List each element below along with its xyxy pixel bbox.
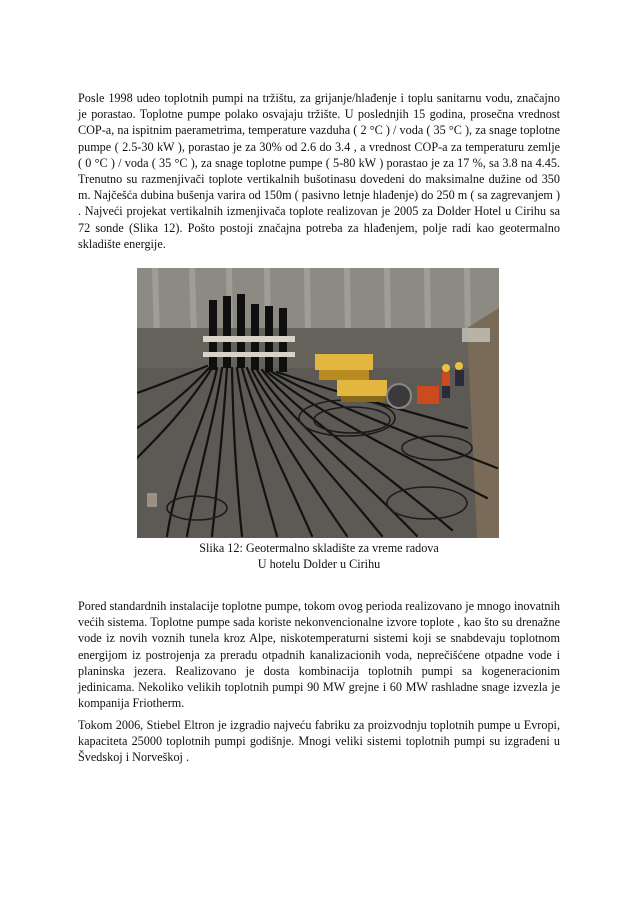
paragraph-intro: Posle 1998 udeo toplotnih pumpi na tržištu, za grijanje/hlađenje i toplu sanitarnu vodu, značajno je porastao. Toplotne pumpe polako osvajaju tržište. U poslednjih 15 godina, prosečna vrednost COP-a, na ispitnim paerametrima, temperature vazduha ( 2 °C ) / voda ( 35 °C ), za snage toplotne pumpe ( 2.5-30 kW ), porastao je za 30% od 2.6 do 3.4 , a vrednost COP-a za temperaturu zemlje ( 0 °C ) / voda ( 35 °C ), za snage toplotne pumpe ( 5-80 kW ) porastao je za 17 %, sa 3.8 na 4.45. Trenutno su razmenjivači toplote vertikalnih bušotinasu dovedeni do maksimalne dužine od 350 m. Najčešća dubina bušenja varira od 150m ( pasivno letnje hlađenje) do 250 m ( sa zagrevanjem ) . Najveći projekat vertikalnih izmenjivača toplote realizovan je 2005 za Dolder Hotel u Cirihu sa 72 sonde (Slika 12). Pošto postoji značajna potreba za hlađenjem, polje radi kao geotermalno skladište energije. [78, 91, 560, 251]
paragraph-innovative-systems: Pored standardnih instalacije toplotne pumpe, tokom ovog perioda realizovano je mnogo inovatnih većih sistema. Toplotne pumpe sada koriste nekonvencionalne izvore toplote , kao što su drenažne vode iz novih voznih tunela kroz Alpe, niskotemperaturni sistemi koji se snabdevaju toplotnom energijom iz postrojenja za preradu otpadnih kanalizacionih voda, neprečišćene otpadne vode i planinska jezera. Realizovano je dosta kombinacija toplotnih pumpi sa kogeneracionim jedinicama. Nekoliko velikih toplotnih pumpi 90 MW grejne i 60 MW rashladne snage izvezla je kompanija Friotherm. [78, 599, 560, 711]
paragraph-stiebel-eltron: Tokom 2006, Stiebel Eltron je izgradio najveću fabriku za proizvodnju toplotnih pumpe u Evropi, kapaciteta 25000 toplotnih pumpi godišnje. Mnogi veliki sistemi toplotnih pumpi su izgrađeni u Švedskoj i Norveškoj . [78, 718, 560, 765]
figure-photo-geothermal-site [137, 268, 499, 538]
figure-caption-line-1: Slika 12: Geotermalno skladište za vreme radova [199, 541, 439, 555]
figure-caption-line-2: U hotelu Dolder u Cirihu [257, 557, 381, 571]
